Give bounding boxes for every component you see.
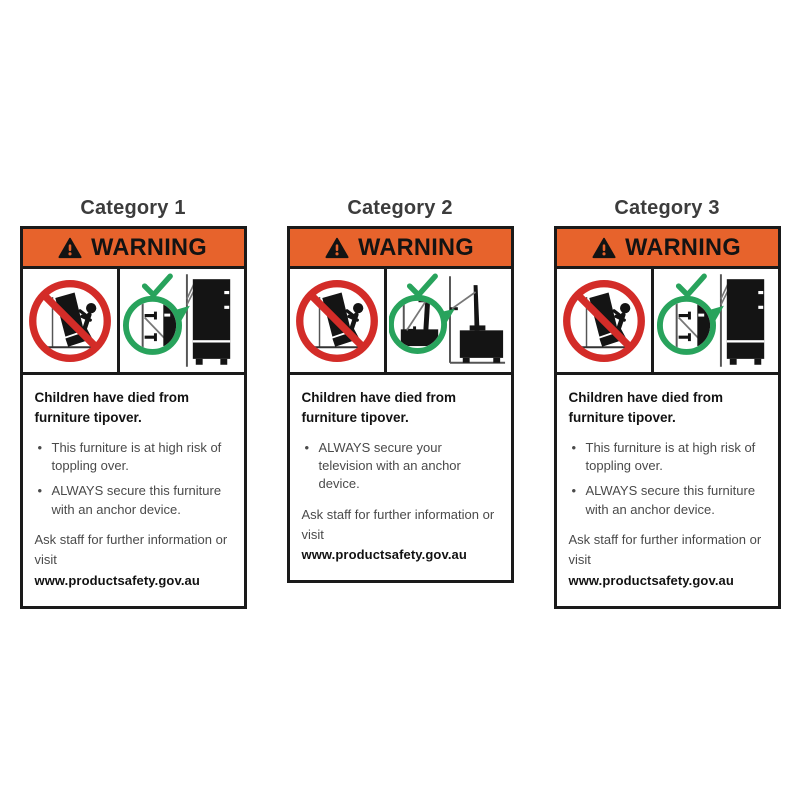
furniture-tipover-prohibition-icon xyxy=(24,275,116,367)
checkmark-icon xyxy=(144,276,170,295)
bullet-item: • ALWAYS secure this furniture with an anchor device. xyxy=(35,482,233,519)
label-text-area xyxy=(557,375,778,606)
footer-line: Ask staff for further information or visit xyxy=(301,506,495,542)
label-heading: Children have died from furniture tipover. xyxy=(568,390,724,426)
pictogram-cell-right xyxy=(387,269,511,372)
warning-header xyxy=(290,229,511,266)
labels-row xyxy=(0,196,800,609)
bullet-list xyxy=(35,439,233,520)
label-heading: Children have died from furniture tipover. xyxy=(34,390,190,426)
warning-header xyxy=(23,229,244,266)
pictogram-cell-left xyxy=(557,269,654,372)
warning-label xyxy=(287,226,514,583)
safety-url: www.productsafety.gov.au xyxy=(568,572,734,588)
pictogram-cell-left xyxy=(290,269,387,372)
label-text-area xyxy=(23,375,244,606)
bullet-list xyxy=(569,439,767,520)
furniture-tipover-prohibition-icon xyxy=(558,275,650,367)
pictogram-cell-left xyxy=(23,269,120,372)
furniture-tipover-prohibition-icon xyxy=(291,275,383,367)
footer-text xyxy=(569,530,767,590)
label-heading: Children have died from furniture tipover. xyxy=(301,390,457,426)
category-title: Category 1 xyxy=(80,197,186,219)
signal-word: WARNING xyxy=(358,233,474,261)
bullet-item: • ALWAYS secure your television with an anchor device. xyxy=(302,439,500,494)
label-card-category-2 xyxy=(287,196,514,583)
warning-label xyxy=(20,226,247,609)
anchored-furniture-check-icon xyxy=(122,271,242,370)
bullet-item: • This furniture is at high risk of toppling over. xyxy=(569,439,767,476)
anchored-dresser-scene xyxy=(187,274,230,366)
category-title: Category 3 xyxy=(614,197,720,219)
signal-word: WARNING xyxy=(91,233,207,261)
checkmark-icon xyxy=(678,276,704,295)
bullet-item: • This furniture is at high risk of toppling over. xyxy=(35,439,233,476)
footer-line: Ask staff for further information or visit xyxy=(34,532,228,568)
pictogram-row xyxy=(557,266,778,375)
safety-url: www.productsafety.gov.au xyxy=(301,547,467,563)
signal-word: WARNING xyxy=(625,233,741,261)
label-card-category-1 xyxy=(20,196,247,609)
warning-header xyxy=(557,229,778,266)
anchored-television-check-icon xyxy=(389,271,509,370)
category-title: Category 2 xyxy=(347,197,453,219)
label-card-category-3 xyxy=(554,196,781,609)
pictogram-row xyxy=(23,266,244,375)
bullet-list xyxy=(302,439,500,494)
label-text-area xyxy=(290,375,511,580)
anchored-tv-scene xyxy=(450,276,505,363)
pictogram-cell-right xyxy=(654,269,778,372)
footer-text xyxy=(35,530,233,590)
anchored-furniture-check-icon xyxy=(656,271,776,370)
pictogram-cell-right xyxy=(120,269,244,372)
bullet-item: • ALWAYS secure this furniture with an anchor device. xyxy=(569,482,767,519)
pictogram-row xyxy=(290,266,511,375)
warning-triangle-icon xyxy=(592,237,616,259)
anchored-dresser-scene xyxy=(721,274,764,366)
checkmark-icon xyxy=(409,276,435,295)
warning-triangle-icon xyxy=(58,237,82,259)
warning-triangle-icon xyxy=(325,237,349,259)
warning-label xyxy=(554,226,781,609)
footer-line: Ask staff for further information or visit xyxy=(568,532,762,568)
safety-url: www.productsafety.gov.au xyxy=(34,572,200,588)
footer-text xyxy=(302,505,500,565)
